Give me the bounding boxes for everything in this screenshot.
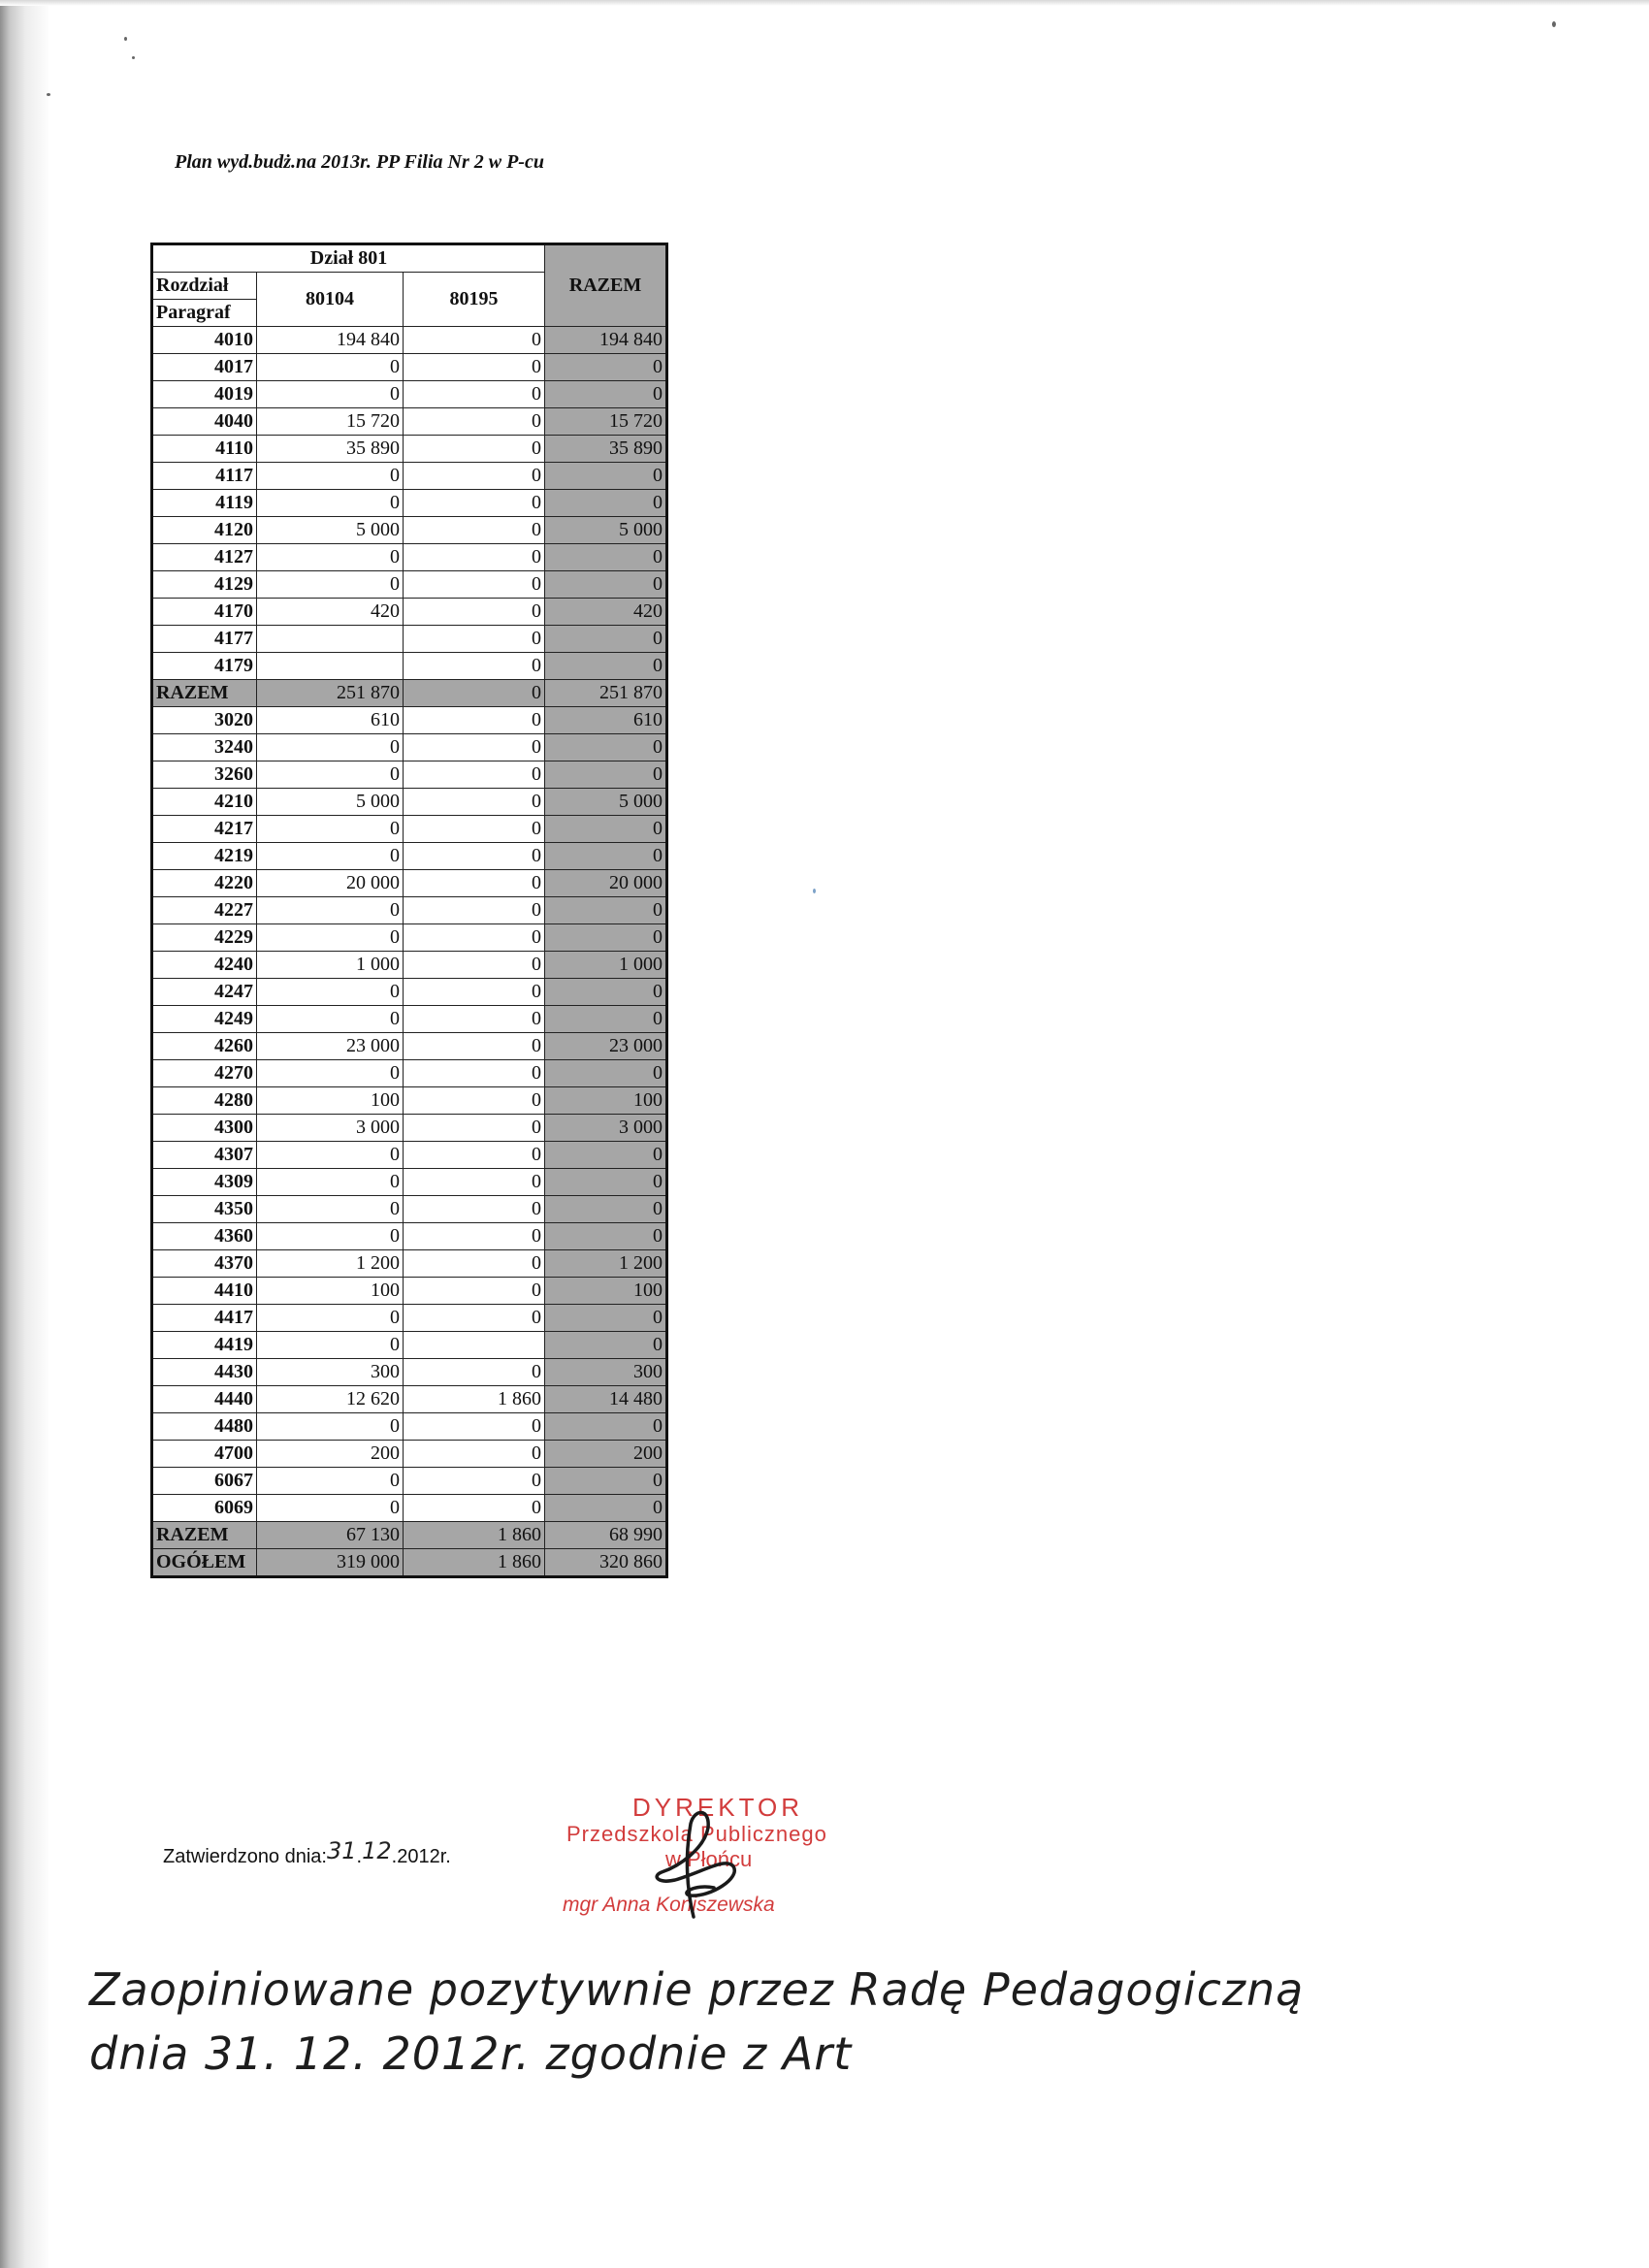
total-cell: 1 200 [545,1250,667,1278]
paragraph-cell: 4360 [152,1223,257,1250]
total-cell: 0 [545,626,667,653]
table-row [152,571,667,599]
value-80104-cell: 0 [257,843,404,870]
paragraph-cell: 4119 [152,490,257,517]
value-80104-cell: 0 [257,381,404,408]
paragraph-cell: 4419 [152,1332,257,1359]
handwritten-note [89,1958,1447,2086]
table-row [152,599,667,626]
value-80104-cell: 5 000 [257,517,404,544]
value-80195-cell: 0 [404,761,545,789]
table-row [152,816,667,843]
value-80104-cell: 0 [257,734,404,761]
value-80104-cell: 0 [257,490,404,517]
table-row [152,626,667,653]
paragraph-cell: 4170 [152,599,257,626]
paragraph-cell: 4017 [152,354,257,381]
paragraph-cell: 4410 [152,1278,257,1305]
value-80195-cell: 0 [404,408,545,436]
total-cell: 420 [545,599,667,626]
table-row [152,1006,667,1033]
value-80104-cell: 0 [257,897,404,924]
value-80195-cell: 0 [404,626,545,653]
table-row [152,408,667,436]
subtotal-row [152,1522,667,1549]
approval-prefix: Zatwierdzono dnia: [163,1846,327,1867]
paragraph-cell: 4417 [152,1305,257,1332]
value-80195-cell: 0 [404,517,545,544]
table-row [152,1250,667,1278]
approval-line [163,1837,451,1868]
budget-table-body [152,327,667,1577]
value-80104-cell: 0 [257,1169,404,1196]
value-80195-cell: 0 [404,1087,545,1115]
table-row [152,1196,667,1223]
approval-month: 12 [362,1837,392,1864]
paragraph-cell: 6067 [152,1468,257,1495]
stamp-title: DYREKTOR [632,1793,803,1822]
total-cell: 0 [545,490,667,517]
table-row [152,843,667,870]
value-80104-cell: 67 130 [257,1522,404,1549]
handwritten-note-line-2: dnia 31. 12. 2012r. zgodnie z Art [89,2027,853,2080]
value-80104-cell: 0 [257,1223,404,1250]
scan-speck [813,889,816,893]
table-row [152,924,667,952]
value-80195-cell: 0 [404,1169,545,1196]
value-80195-cell: 0 [404,680,545,707]
chapter-label: Rozdział [152,273,257,300]
value-80104-cell [257,653,404,680]
table-row [152,897,667,924]
total-cell: 0 [545,1332,667,1359]
value-80104-cell: 0 [257,544,404,571]
table-row [152,952,667,979]
date-separator: . [356,1846,363,1867]
paragraph-cell: 4370 [152,1250,257,1278]
table-row [152,1413,667,1441]
value-80195-cell: 0 [404,1223,545,1250]
paragraph-cell: 4270 [152,1060,257,1087]
value-80195-cell: 0 [404,1060,545,1087]
value-80104-cell: 0 [257,1060,404,1087]
stamp-name: mgr Anna Koniszewska [563,1894,775,1916]
table-row [152,1305,667,1332]
value-80195-cell: 0 [404,843,545,870]
total-cell: 1 000 [545,952,667,979]
value-80104-cell: 100 [257,1087,404,1115]
value-80195-cell: 0 [404,816,545,843]
scan-edge-shadow [0,0,50,2268]
table-row [152,1332,667,1359]
value-80104-cell: 0 [257,1196,404,1223]
total-cell: 0 [545,1060,667,1087]
value-80195-cell: 0 [404,1305,545,1332]
total-cell: 0 [545,1223,667,1250]
paragraph-cell: 4129 [152,571,257,599]
total-cell: 0 [545,1196,667,1223]
value-80104-cell: 194 840 [257,327,404,354]
total-cell: 0 [545,816,667,843]
paragraph-cell: 4040 [152,408,257,436]
paragraph-cell: 4700 [152,1441,257,1468]
total-cell: 35 890 [545,436,667,463]
total-cell: 0 [545,354,667,381]
table-row [152,1441,667,1468]
value-80195-cell: 0 [404,653,545,680]
table-row [152,354,667,381]
table-row [152,1087,667,1115]
value-80195-cell: 0 [404,327,545,354]
value-80104-cell: 610 [257,707,404,734]
total-cell: 20 000 [545,870,667,897]
value-80104-cell: 100 [257,1278,404,1305]
total-cell: 68 990 [545,1522,667,1549]
value-80195-cell: 1 860 [404,1549,545,1577]
total-cell: 0 [545,544,667,571]
value-80104-cell: 0 [257,571,404,599]
value-80195-cell: 0 [404,707,545,734]
paragraph-cell: 4179 [152,653,257,680]
scan-speck [124,37,127,41]
table-row [152,1033,667,1060]
paragraph-cell: 4117 [152,463,257,490]
total-cell: 0 [545,1495,667,1522]
value-80195-cell: 0 [404,571,545,599]
paragraph-cell: 4229 [152,924,257,952]
paragraph-cell: OGÓŁEM [152,1549,257,1577]
value-80104-cell: 300 [257,1359,404,1386]
total-cell: 610 [545,707,667,734]
total-cell: 0 [545,979,667,1006]
value-80195-cell: 0 [404,1359,545,1386]
value-80195-cell: 0 [404,381,545,408]
paragraph-cell: 4110 [152,436,257,463]
paragraph-cell: 4010 [152,327,257,354]
paragraph-cell: 3020 [152,707,257,734]
paragraph-cell: RAZEM [152,1522,257,1549]
paragraph-cell: 4260 [152,1033,257,1060]
total-cell: 5 000 [545,789,667,816]
value-80195-cell: 0 [404,490,545,517]
table-row [152,436,667,463]
paragraph-cell: 4249 [152,1006,257,1033]
scan-speck [1552,21,1556,27]
approval-day: 31 [326,1837,357,1864]
value-80195-cell: 0 [404,734,545,761]
subtotal-row [152,680,667,707]
total-cell: 0 [545,1468,667,1495]
table-row [152,381,667,408]
table-row [152,327,667,354]
stamp-location: w Płońcu [665,1847,753,1871]
value-80195-cell: 0 [404,354,545,381]
table-row [152,761,667,789]
approval-suffix: 2012r. [397,1846,451,1867]
value-80195-cell [404,1332,545,1359]
document-title: Plan wyd.budż.na 2013r. PP Filia Nr 2 w P-cu [175,151,544,173]
total-column-header: RAZEM [545,244,667,327]
table-row [152,1115,667,1142]
total-cell: 0 [545,1305,667,1332]
paragraph-cell: 4280 [152,1087,257,1115]
paragraph-cell: 6069 [152,1495,257,1522]
total-cell: 0 [545,571,667,599]
table-row [152,1278,667,1305]
total-cell: 23 000 [545,1033,667,1060]
value-80195-cell: 0 [404,979,545,1006]
value-80104-cell: 15 720 [257,408,404,436]
value-80104-cell: 3 000 [257,1115,404,1142]
value-80195-cell: 0 [404,599,545,626]
table-row [152,517,667,544]
table-row [152,1359,667,1386]
value-80104-cell: 0 [257,1468,404,1495]
value-80195-cell: 0 [404,1278,545,1305]
total-cell: 0 [545,843,667,870]
value-80195-cell: 0 [404,436,545,463]
table-row [152,1468,667,1495]
table-row [152,979,667,1006]
value-80104-cell: 0 [257,354,404,381]
paragraph-cell: 4240 [152,952,257,979]
total-cell: 0 [545,1413,667,1441]
paragraph-cell: 4220 [152,870,257,897]
paragraph-cell: 4300 [152,1115,257,1142]
table-row [152,1495,667,1522]
value-80195-cell: 0 [404,463,545,490]
chapter-80104-header: 80104 [257,273,404,327]
total-cell: 0 [545,1142,667,1169]
paragraph-cell: 4120 [152,517,257,544]
total-cell: 194 840 [545,327,667,354]
value-80104-cell: 0 [257,924,404,952]
scan-top-edge [0,0,1649,6]
table-row [152,1223,667,1250]
paragraph-cell: 3260 [152,761,257,789]
value-80104-cell: 0 [257,816,404,843]
paragraph-cell: 4217 [152,816,257,843]
total-cell: 0 [545,463,667,490]
total-cell: 3 000 [545,1115,667,1142]
value-80195-cell: 0 [404,1468,545,1495]
value-80195-cell: 0 [404,1441,545,1468]
total-cell: 0 [545,924,667,952]
total-cell: 0 [545,1006,667,1033]
total-cell: 100 [545,1278,667,1305]
table-row [152,490,667,517]
value-80195-cell: 0 [404,952,545,979]
value-80195-cell: 0 [404,1006,545,1033]
paragraph-cell: 4307 [152,1142,257,1169]
value-80104-cell: 0 [257,1495,404,1522]
value-80195-cell: 1 860 [404,1386,545,1413]
budget-table [150,243,668,1578]
table-row [152,789,667,816]
value-80195-cell: 0 [404,1413,545,1441]
scan-speck [132,56,135,59]
value-80104-cell: 35 890 [257,436,404,463]
total-cell: 0 [545,734,667,761]
value-80104-cell: 420 [257,599,404,626]
value-80195-cell: 0 [404,1250,545,1278]
value-80195-cell: 0 [404,1033,545,1060]
value-80104-cell: 20 000 [257,870,404,897]
value-80104-cell: 0 [257,761,404,789]
value-80195-cell: 0 [404,1196,545,1223]
paragraph-cell: 4227 [152,897,257,924]
table-row [152,1169,667,1196]
value-80195-cell: 0 [404,870,545,897]
value-80104-cell: 319 000 [257,1549,404,1577]
value-80195-cell: 0 [404,789,545,816]
value-80104-cell: 0 [257,979,404,1006]
value-80104-cell: 0 [257,1413,404,1441]
value-80104-cell: 1 000 [257,952,404,979]
total-cell: 0 [545,381,667,408]
table-row [152,544,667,571]
handwritten-note-line-1: Zaopiniowane pozytywnie przez Radę Pedagogiczną [89,1963,1305,2016]
paragraph-cell: 4219 [152,843,257,870]
paragraph-cell: 4309 [152,1169,257,1196]
total-cell: 14 480 [545,1386,667,1413]
table-row [152,463,667,490]
value-80195-cell: 0 [404,924,545,952]
paragraph-cell: 4350 [152,1196,257,1223]
value-80104-cell: 12 620 [257,1386,404,1413]
paragraph-cell: 4210 [152,789,257,816]
total-cell: 0 [545,897,667,924]
total-cell: 200 [545,1441,667,1468]
value-80195-cell: 0 [404,897,545,924]
value-80195-cell: 0 [404,1142,545,1169]
value-80104-cell: 1 200 [257,1250,404,1278]
paragraph-cell: 4127 [152,544,257,571]
value-80104-cell [257,626,404,653]
table-row [152,734,667,761]
value-80104-cell: 5 000 [257,789,404,816]
paragraph-cell: 4177 [152,626,257,653]
paragraph-cell: 3240 [152,734,257,761]
total-cell: 251 870 [545,680,667,707]
total-cell: 300 [545,1359,667,1386]
table-row [152,1142,667,1169]
table-row [152,1060,667,1087]
value-80104-cell: 0 [257,463,404,490]
total-cell: 0 [545,653,667,680]
section-header: Dział 801 [152,244,545,273]
value-80104-cell: 251 870 [257,680,404,707]
paragraph-cell: 4430 [152,1359,257,1386]
value-80195-cell: 0 [404,1115,545,1142]
total-cell: 5 000 [545,517,667,544]
value-80195-cell: 1 860 [404,1522,545,1549]
paragraph-label: Paragraf [152,300,257,327]
chapter-80195-header: 80195 [404,273,545,327]
paragraph-cell: 4480 [152,1413,257,1441]
total-cell: 0 [545,1169,667,1196]
scan-speck [47,93,50,96]
value-80104-cell: 0 [257,1332,404,1359]
paragraph-cell: 4019 [152,381,257,408]
value-80104-cell: 200 [257,1441,404,1468]
table-row [152,1386,667,1413]
total-cell: 100 [545,1087,667,1115]
value-80195-cell: 0 [404,544,545,571]
value-80104-cell: 23 000 [257,1033,404,1060]
table-row [152,870,667,897]
value-80195-cell: 0 [404,1495,545,1522]
paragraph-cell: 4440 [152,1386,257,1413]
stamp-institution: Przedszkola Publicznego [566,1822,827,1846]
value-80104-cell: 0 [257,1006,404,1033]
table-row [152,653,667,680]
total-cell: 0 [545,761,667,789]
handwritten-signature [601,1802,795,1928]
paragraph-cell: RAZEM [152,680,257,707]
total-cell: 320 860 [545,1549,667,1577]
date-separator: . [391,1846,398,1867]
total-cell: 15 720 [545,408,667,436]
value-80104-cell: 0 [257,1305,404,1332]
paragraph-cell: 4247 [152,979,257,1006]
table-row [152,707,667,734]
value-80104-cell: 0 [257,1142,404,1169]
subtotal-row [152,1549,667,1577]
